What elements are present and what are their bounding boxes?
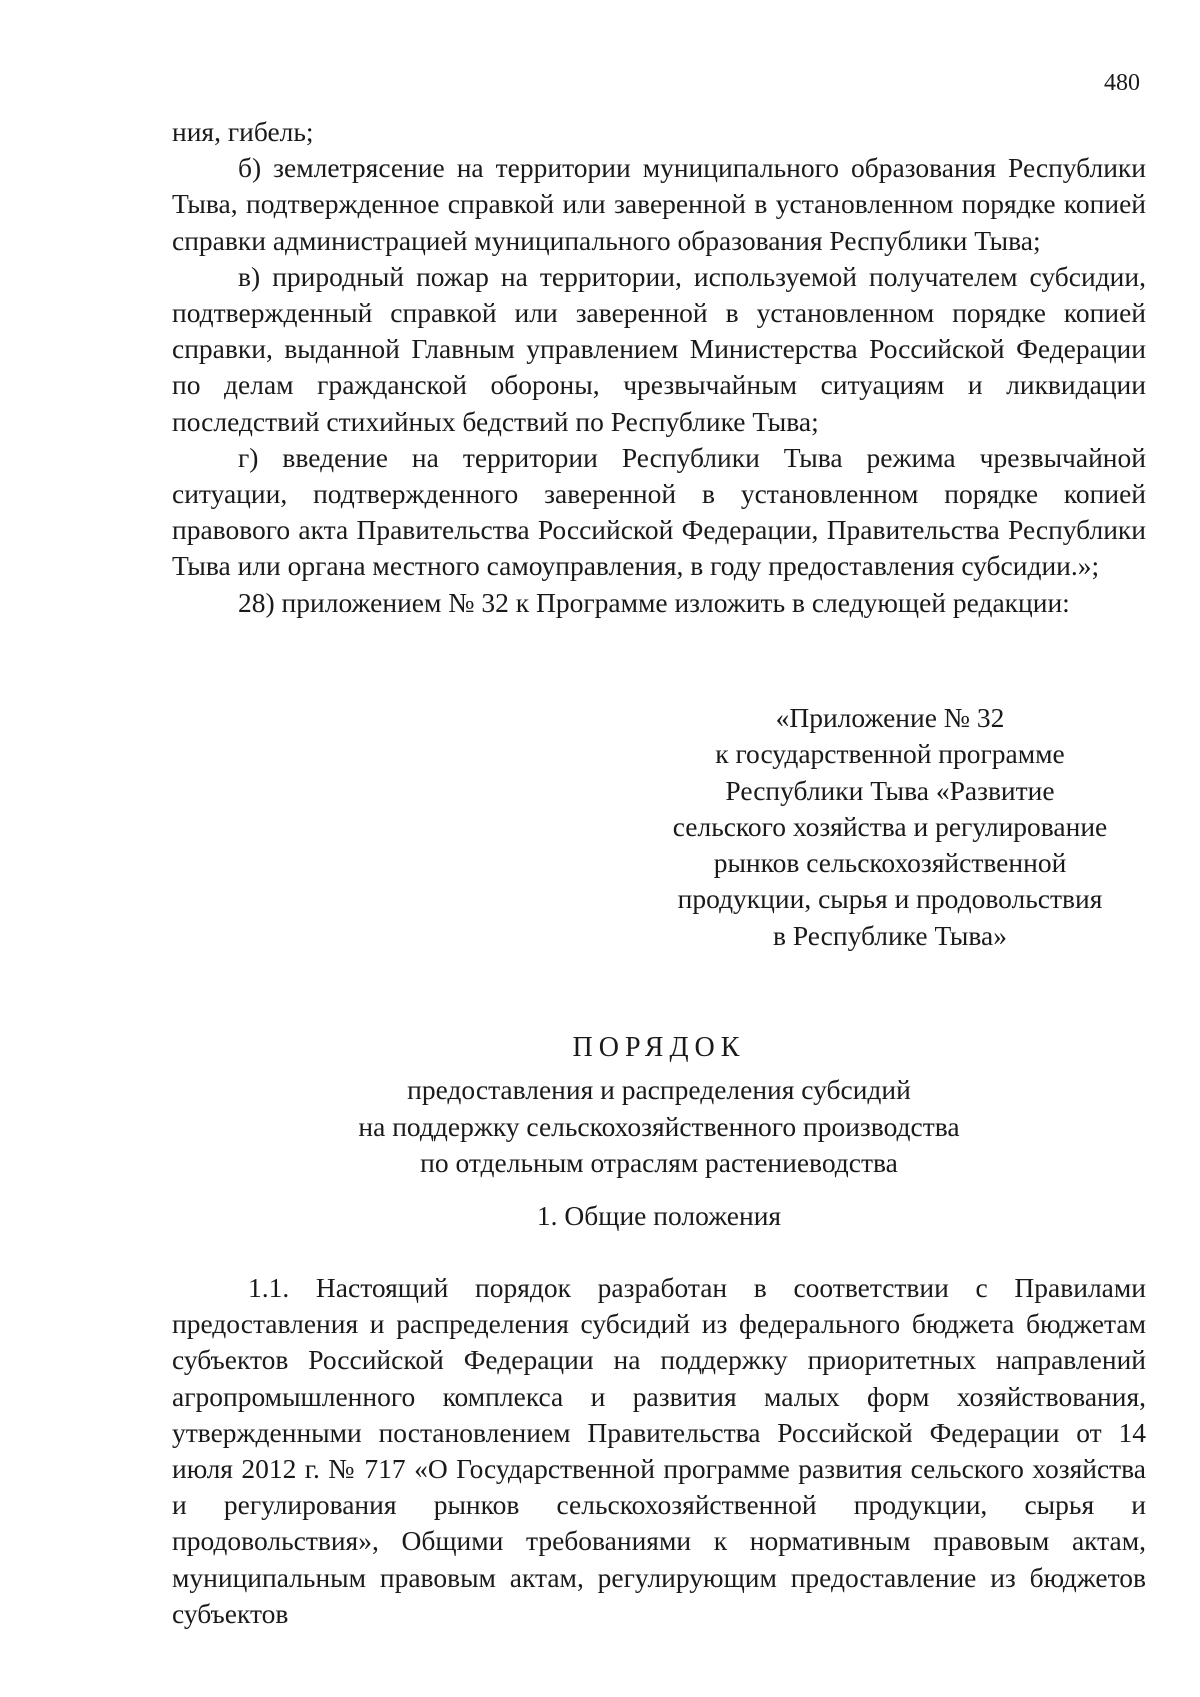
appendix-line: Республики Тыва «Развитие xyxy=(725,774,1055,806)
appendix-caption xyxy=(650,700,1130,954)
subtitle-line: на поддержку сельскохозяйственного производства xyxy=(358,1110,960,1142)
subtitle-line: по отдельным отраслям растениеводства xyxy=(420,1147,898,1178)
section-title: 1. Общие положения xyxy=(536,1200,782,1231)
paragraph-earthquake: б) землетрясение на территории муниципального образования Республики Тыва, подтвержденное справкой или заверенной в установленном порядке копией справки администрацией муниципального образования Республики Тыва; xyxy=(172,152,1146,256)
appendix-line: рынков сельскохозяйственной xyxy=(713,847,1067,879)
paragraph-emergency: г) введение на территории Республики Тыва режима чрезвычайной ситуации, подтвержденного заверенной в установленном порядке копией правового акта Правительства Российской Федерации, Правительства Республики Тыва или органа местного самоуправления, в году предоставления субсидии.»; xyxy=(172,441,1146,582)
subtitle-line: предоставления и распределения субсидий xyxy=(407,1074,911,1105)
appendix-line: «Приложение № 32 xyxy=(775,702,1005,733)
page-number: 480 xyxy=(1104,70,1140,96)
paragraph-wildfire: в) природный пожар на территории, используемой получателем субсидии, подтвержденный справкой или заверенной в установленном порядке копией справки, выданной Главным управлением Министерства Российской Федерации по делам гражданской обороны, чрезвычайным ситуациям и ликвидации последствий стихийных бедствий по Республике Тыва; xyxy=(172,260,1146,437)
appendix-line: продукции, сырья и продовольствия xyxy=(677,883,1103,915)
document-subtitle xyxy=(172,1072,1146,1182)
document-title: ПОРЯДОК xyxy=(572,1032,746,1063)
section-text-block xyxy=(172,1270,1146,1632)
paragraph-continuation: ния, гибель; xyxy=(172,116,314,147)
appendix-line: в Республике Тыва» xyxy=(773,919,1007,951)
paragraph-1-1: 1.1. Настоящий порядок разработан в соответствии с Правилами предоставления и распределения субсидий из федерального бюджета бюджетам субъектов Российской Федерации на поддержку приоритетных направлений агропромышленного комплекса и развития малых форм хозяйствования, утвержденными постановлением Правительства Российской Федерации от 14 июля 2012 г. № 717 «О Государственной программе развития сельского хозяйства и регулирования рынков сельскохозяйственной продукции, сырья и продовольствия», Общими требованиями к нормативным правовым актам, муниципальным правовым актам, регулирующим предоставление из бюджетов субъектов xyxy=(172,1272,1146,1629)
paragraph-amendment-28: 28) приложением № 32 к Программе изложить в следующей редакции: xyxy=(238,586,1070,618)
appendix-line: сельского хозяйства и регулирование xyxy=(672,810,1108,842)
top-text-block xyxy=(172,114,1146,621)
appendix-line: к государственной программе xyxy=(715,738,1065,770)
